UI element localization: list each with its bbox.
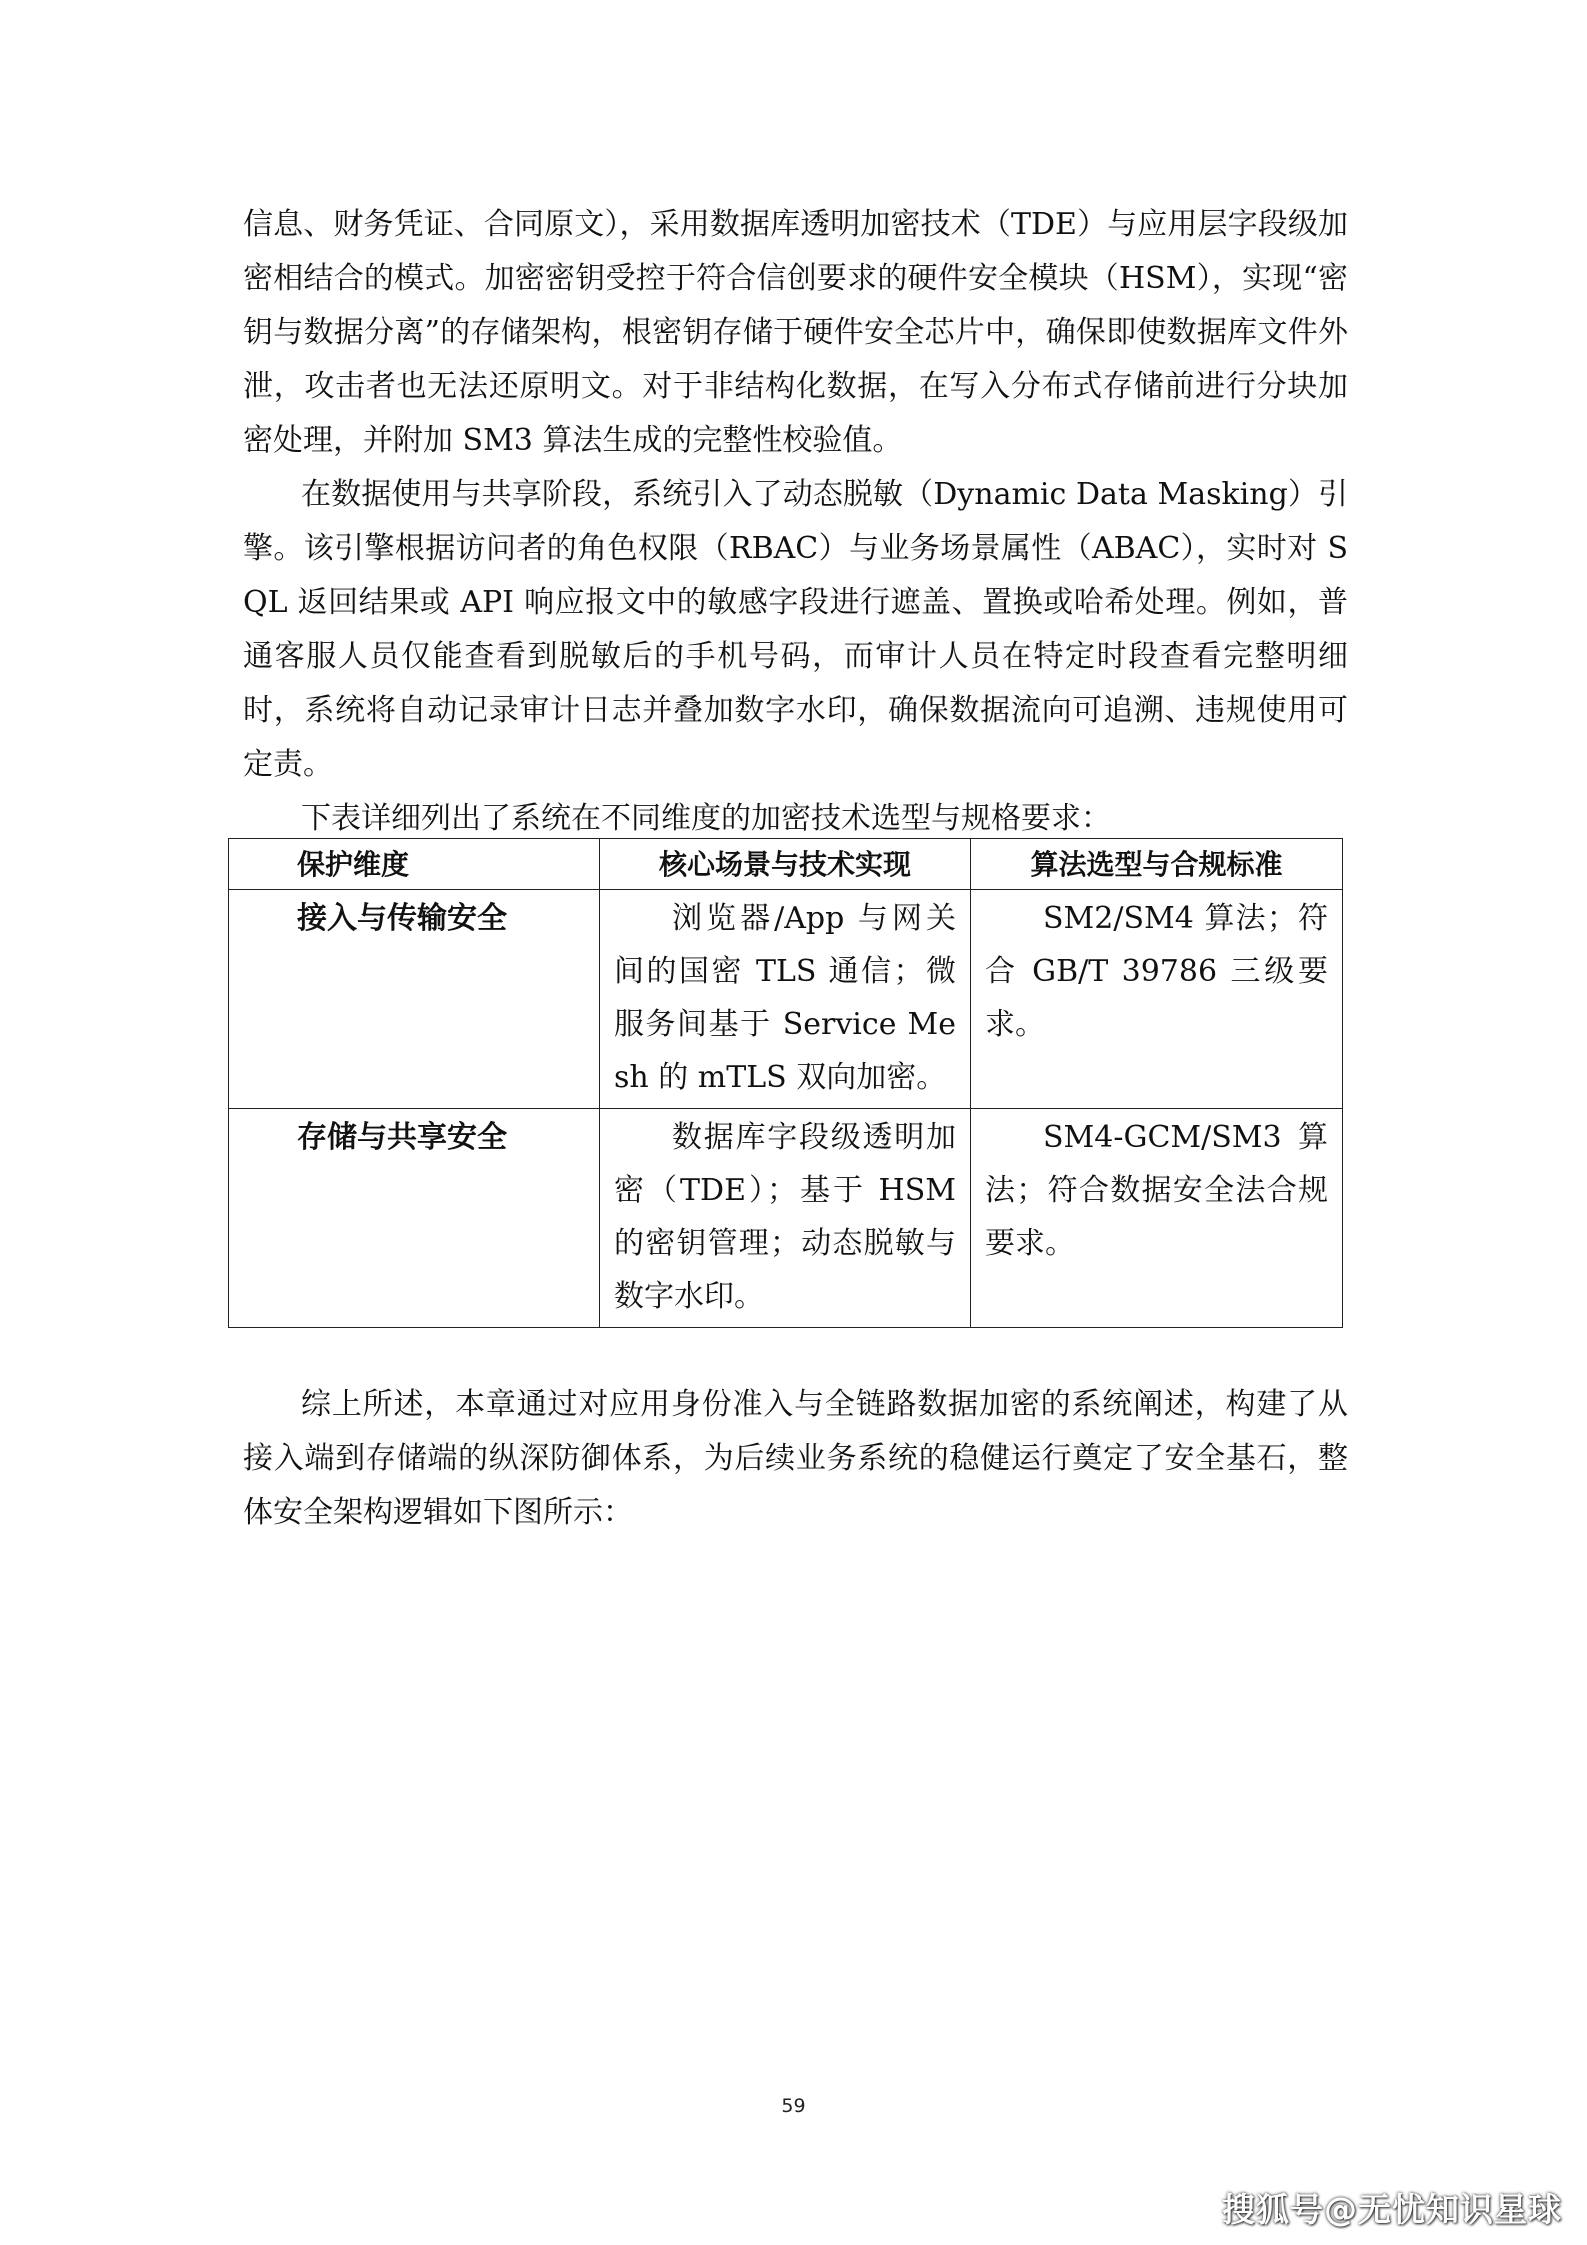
cell-standard: SM2/SM4 算法；符合 GB/T 39786 三级要求。 (971, 890, 1343, 1109)
watermark-text: 搜狐号@无忧知识星球 (1222, 2190, 1562, 2229)
cell-dimension: 存储与共享安全 (229, 1109, 600, 1328)
cell-dimension: 接入与传输安全 (229, 890, 600, 1109)
encryption-spec-table (228, 838, 1343, 1328)
page-body-conclusion (243, 1378, 1348, 1540)
header-standard: 算法选型与合规标准 (971, 839, 1343, 890)
table-row (229, 1109, 1343, 1328)
cell-scenario: 浏览器/App 与网关间的国密 TLS 通信；微服务间基于 Service Mesh 的 mTLS 双向加密。 (600, 890, 971, 1109)
cell-standard: SM4-GCM/SM3 算法；符合数据安全法合规要求。 (971, 1109, 1343, 1328)
paragraph-encryption-storage: 信息、财务凭证、合同原文），采用数据库透明加密技术（TDE）与应用层字段级加密相结合的模式。加密密钥受控于符合信创要求的硬件安全模块（HSM），实现“密钥与数据分离”的存储架构，根密钥存储于硬件安全芯片中，确保即使数据库文件外泄，攻击者也无法还原明文。对于非结构化数据，在写入分布式存储前进行分块加密处理，并附加 SM3 算法生成的完整性校验值。 (243, 207, 1348, 458)
page-body (243, 198, 1348, 846)
paragraph-table-intro: 下表详细列出了系统在不同维度的加密技术选型与规格要求： (301, 801, 1111, 836)
header-dimension: 保护维度 (229, 839, 600, 890)
table-row (229, 890, 1343, 1109)
paragraph-dynamic-masking: 在数据使用与共享阶段，系统引入了动态脱敏（Dynamic Data Masking）引擎。该引擎根据访问者的角色权限（RBAC）与业务场景属性（ABAC），实时对 SQL 返回结果或 API 响应报文中的敏感字段进行遮盖、置换或哈希处理。例如，普通客服人员仅能查看到脱敏后的手机号码，而审计人员在特定时段查看完整明细时，系统将自动记录审计日志并叠加数字水印，确保数据流向可追溯、违规使用可定责。 (243, 477, 1348, 782)
paragraph-conclusion: 综上所述，本章通过对应用身份准入与全链路数据加密的系统阐述，构建了从接入端到存储端的纵深防御体系，为后续业务系统的稳健运行奠定了安全基石，整体安全架构逻辑如下图所示： (243, 1387, 1348, 1530)
page-number: 59 (781, 2095, 806, 2117)
cell-scenario: 数据库字段级透明加密（TDE）；基于 HSM 的密钥管理；动态脱敏与数字水印。 (600, 1109, 971, 1328)
table-header-row (229, 839, 1343, 890)
header-scenario: 核心场景与技术实现 (600, 839, 971, 890)
